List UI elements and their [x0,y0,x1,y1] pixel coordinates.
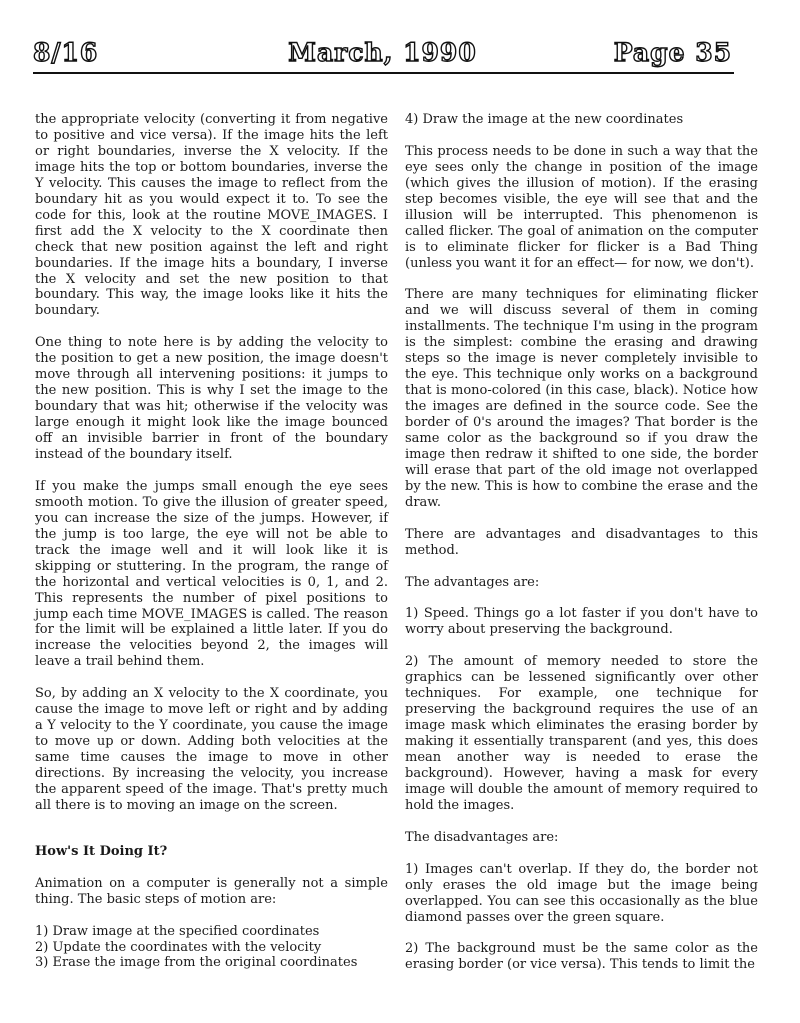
right-column [405,112,758,989]
page-number: Page 35 [613,38,732,67]
header-rule [33,72,734,74]
section-heading: How's It Doing It? [35,843,168,859]
paragraph: 2) The background must be the same color as the erasing border (or vice versa). This tends to limit the [405,941,758,973]
issue-date: March, 1990 [288,38,477,67]
paragraph: There are many techniques for eliminating flicker and we will discuss several of them in coming installments. The technique I'm using in the program is the simplest: combine the erasing and drawing steps so the image is never completely invisible to the eye. This technique only works on a background that is mono-colored (in this case, black). Notice how the images are defined in the source code. See the border of 0's around the images? That border is the same color as the background so if you draw the image then redraw it shifted to one side, the border will erase that part of the old image not overlapped by the new. This is how to combine the erase and the draw. [405,287,758,510]
paragraph: The advantages are: [405,574,540,590]
paragraph: 4) Draw the image at the new coordinates [405,112,684,127]
paragraph: 1) Speed. Things go a lot faster if you don't have to worry about preserving the background. [405,606,758,638]
paragraph: Animation on a computer is generally not a simple thing. The basic steps of motion are: [35,875,388,907]
paragraph: 1) Images can't overlap. If they do, the border not only erases the old image but the image being overlapped. You can see this occasionally as the blue diamond passes over the green square. [405,861,758,925]
paragraph: The disadvantages are: [405,829,559,845]
paragraph: If you make the jumps small enough the eye sees smooth motion. To give the illusion of greater speed, you can increase the size of the jumps. However, if the jump is too large, the eye will not be able to track the image well and it will look like it is skipping or stuttering. In the program, the range of the horizontal and vertical velocities is 0, 1, and 2. This represents the number of pixel positions to jump each time MOVE_IMAGES is called. The reason for the limit will be explained a little later. If you do increase the velocities beyond 2, the images will leave a trail behind them. [35,478,388,670]
issue-number: 8/16 [33,38,99,67]
section-spacer [35,830,388,844]
paragraph: the appropriate velocity (converting it from negative to positive and vice versa). If the image hits the left or right boundaries, inverse the X velocity. If the image hits the top or bottom boundaries, inverse the Y velocity. This causes the image to reflect from the boundary hit as you would expect it to. To see the code for this, look at the routine MOVE_IMAGES. I first add the X velocity to the X coordinate then check that new position against the left and right boundaries. If the image hits a boundary, I inverse the X velocity and set the new position to that boundary. This way, the image looks like it hits the boundary. [35,112,388,319]
paragraph: 2) The amount of memory needed to store the graphics can be lessened significantly over other techniques. For example, one technique for preserving the background requires the use of an image mask which eliminates the erasing border by making it essentially transparent (and yes, this does mean another way is needed to erase the background). However, having a mask for every image will double the amount of memory required to hold the images. [405,654,758,813]
left-column [35,112,388,971]
paragraph: This process needs to be done in such a way that the eye sees only the change in position of the image (which gives the illusion of motion). If the erasing step becomes visible, the eye will see that and the illusion will be interrupted. This phenomenon is called flicker. The goal of animation on the computer is to eliminate flicker for flicker is a Bad Thing (unless you want it for an effect— for now, we don't). [405,143,758,271]
list-item: 3) Erase the image from the original coordinates [35,955,358,971]
paragraph: So, by adding an X velocity to the X coordinate, you cause the image to move left or right and by adding a Y velocity to the Y coordinate, you cause the image to move up or down. Adding both velocities at the same time causes the image to move in other directions. By increasing the velocity, you increase the apparent speed of the image. That's pretty much all there is to moving an image on the screen. [35,686,388,813]
paragraph: One thing to note here is by adding the velocity to the position to get a new position, the image doesn't move through all intervening positions: it jumps to the new position. This is why I set the image to the boundary that was hit; otherwise if the velocity was large enough it might look like the image bounced off an invisible barrier in front of the boundary instead of the boundary itself. [35,335,388,462]
page-header [33,36,732,76]
paragraph: There are advantages and disadvantages to this method. [405,526,758,558]
list-item: 1) Draw image at the specified coordinates [35,923,320,939]
list-item: 2) Update the coordinates with the velocity [35,939,322,955]
steps-list [35,924,388,972]
